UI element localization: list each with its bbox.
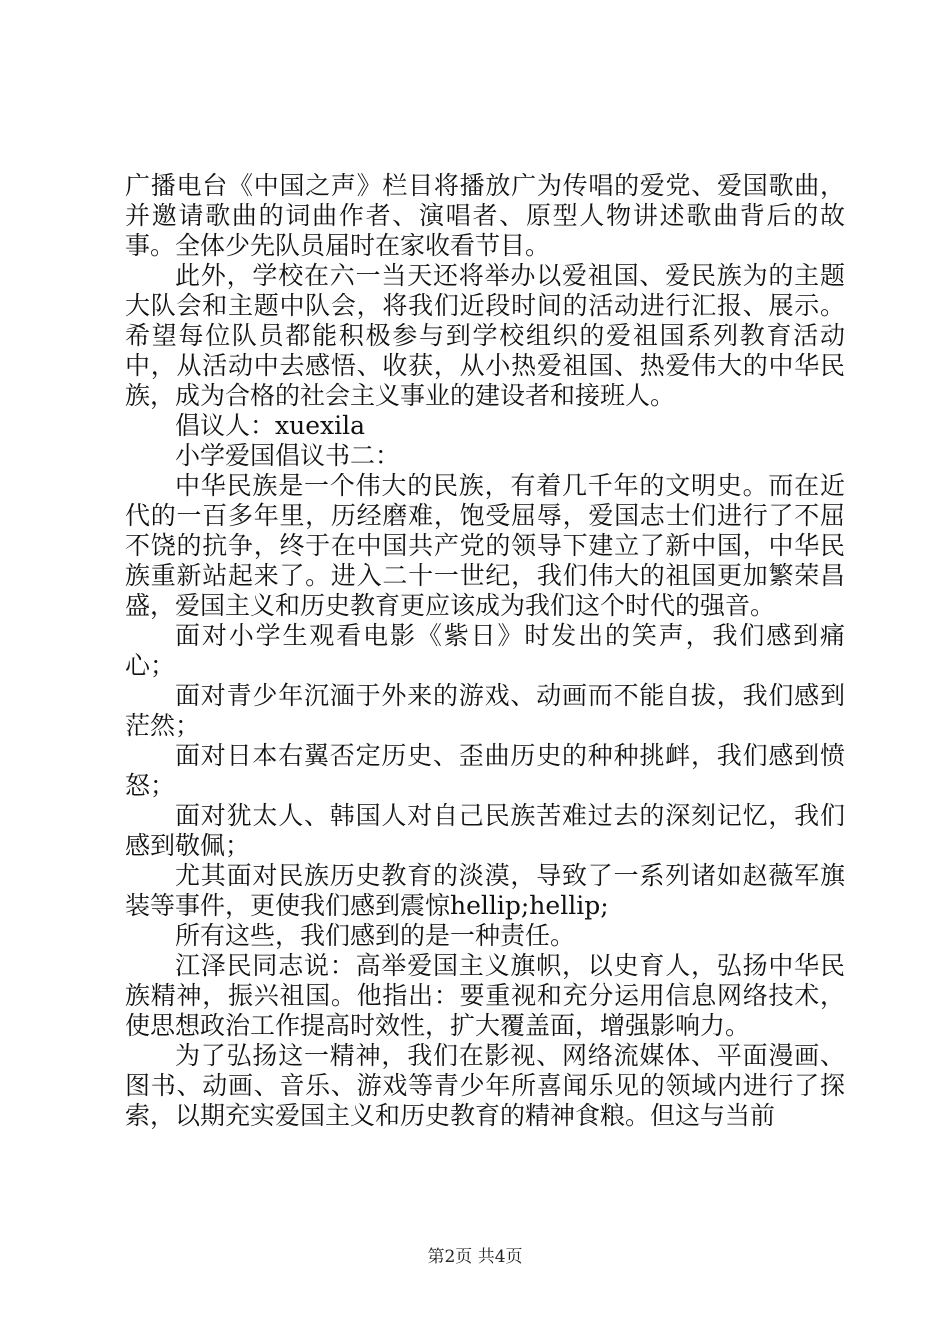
- document-body: [125, 171, 845, 1131]
- paragraph: 面对青少年沉湎于外来的游戏、动画而不能自拔，我们感到茫然；: [125, 681, 845, 740]
- paragraph: 倡议人：xuexila: [175, 411, 365, 440]
- paragraph: 面对小学生观看电影《紫日》时发出的笑声，我们感到痛心；: [125, 621, 845, 680]
- paragraph: 所有这些，我们感到的是一种责任。: [175, 921, 576, 950]
- paragraph: 此外，学校在六一当天还将举办以爱祖国、爱民族为的主题大队会和主题中队会，将我们近段时间的活动进行汇报、展示。希望每位队员都能积极参与到学校组织的爱祖国系列教育活动中，从活动中去感悟、收获，从小热爱祖国、热爱伟大的中华民族，成为合格的社会主义事业的建设者和接班人。: [125, 261, 845, 410]
- paragraph: 为了弘扬这一精神，我们在影视、网络流媒体、平面漫画、图书、动画、音乐、游戏等青少年所喜闻乐见的领域内进行了探索，以期充实爱国主义和历史教育的精神食粮。但这与当前: [125, 1041, 845, 1130]
- paragraph: 面对犹太人、韩国人对自己民族苦难过去的深刻记忆，我们感到敬佩；: [125, 801, 845, 860]
- page-footer: [0, 1242, 950, 1267]
- paragraph: 江泽民同志说：高举爱国主义旗帜，以史育人，弘扬中华民族精神，振兴祖国。他指出：要重视和充分运用信息网络技术，使思想政治工作提高时效性，扩大覆盖面，增强影响力。: [125, 951, 845, 1040]
- paragraph: 面对日本右翼否定历史、歪曲历史的种种挑衅，我们感到愤怒；: [125, 741, 845, 800]
- paragraph: 中华民族是一个伟大的民族，有着几千年的文明史。而在近代的一百多年里，历经磨难，饱受屈辱，爱国志士们进行了不屈不饶的抗争，终于在中国共产党的领导下建立了新中国，中华民族重新站起来了。进入二十一世纪，我们伟大的祖国更加繁荣昌盛，爱国主义和历史教育更应该成为我们这个时代的强音。: [125, 471, 845, 620]
- paragraph: 尤其面对民族历史教育的淡漠，导致了一系列诸如赵薇军旗装等事件，更使我们感到震惊hellip;hellip;: [125, 861, 845, 920]
- paragraph: 广播电台《中国之声》栏目将播放广为传唱的爱党、爱国歌曲，并邀请歌曲的词曲作者、演唱者、原型人物讲述歌曲背后的故事。全体少先队员届时在家收看节目。: [125, 171, 845, 260]
- paragraph: 小学爱国倡议书二：: [175, 441, 401, 470]
- page-number-label: 第2页 共4页: [427, 1247, 523, 1267]
